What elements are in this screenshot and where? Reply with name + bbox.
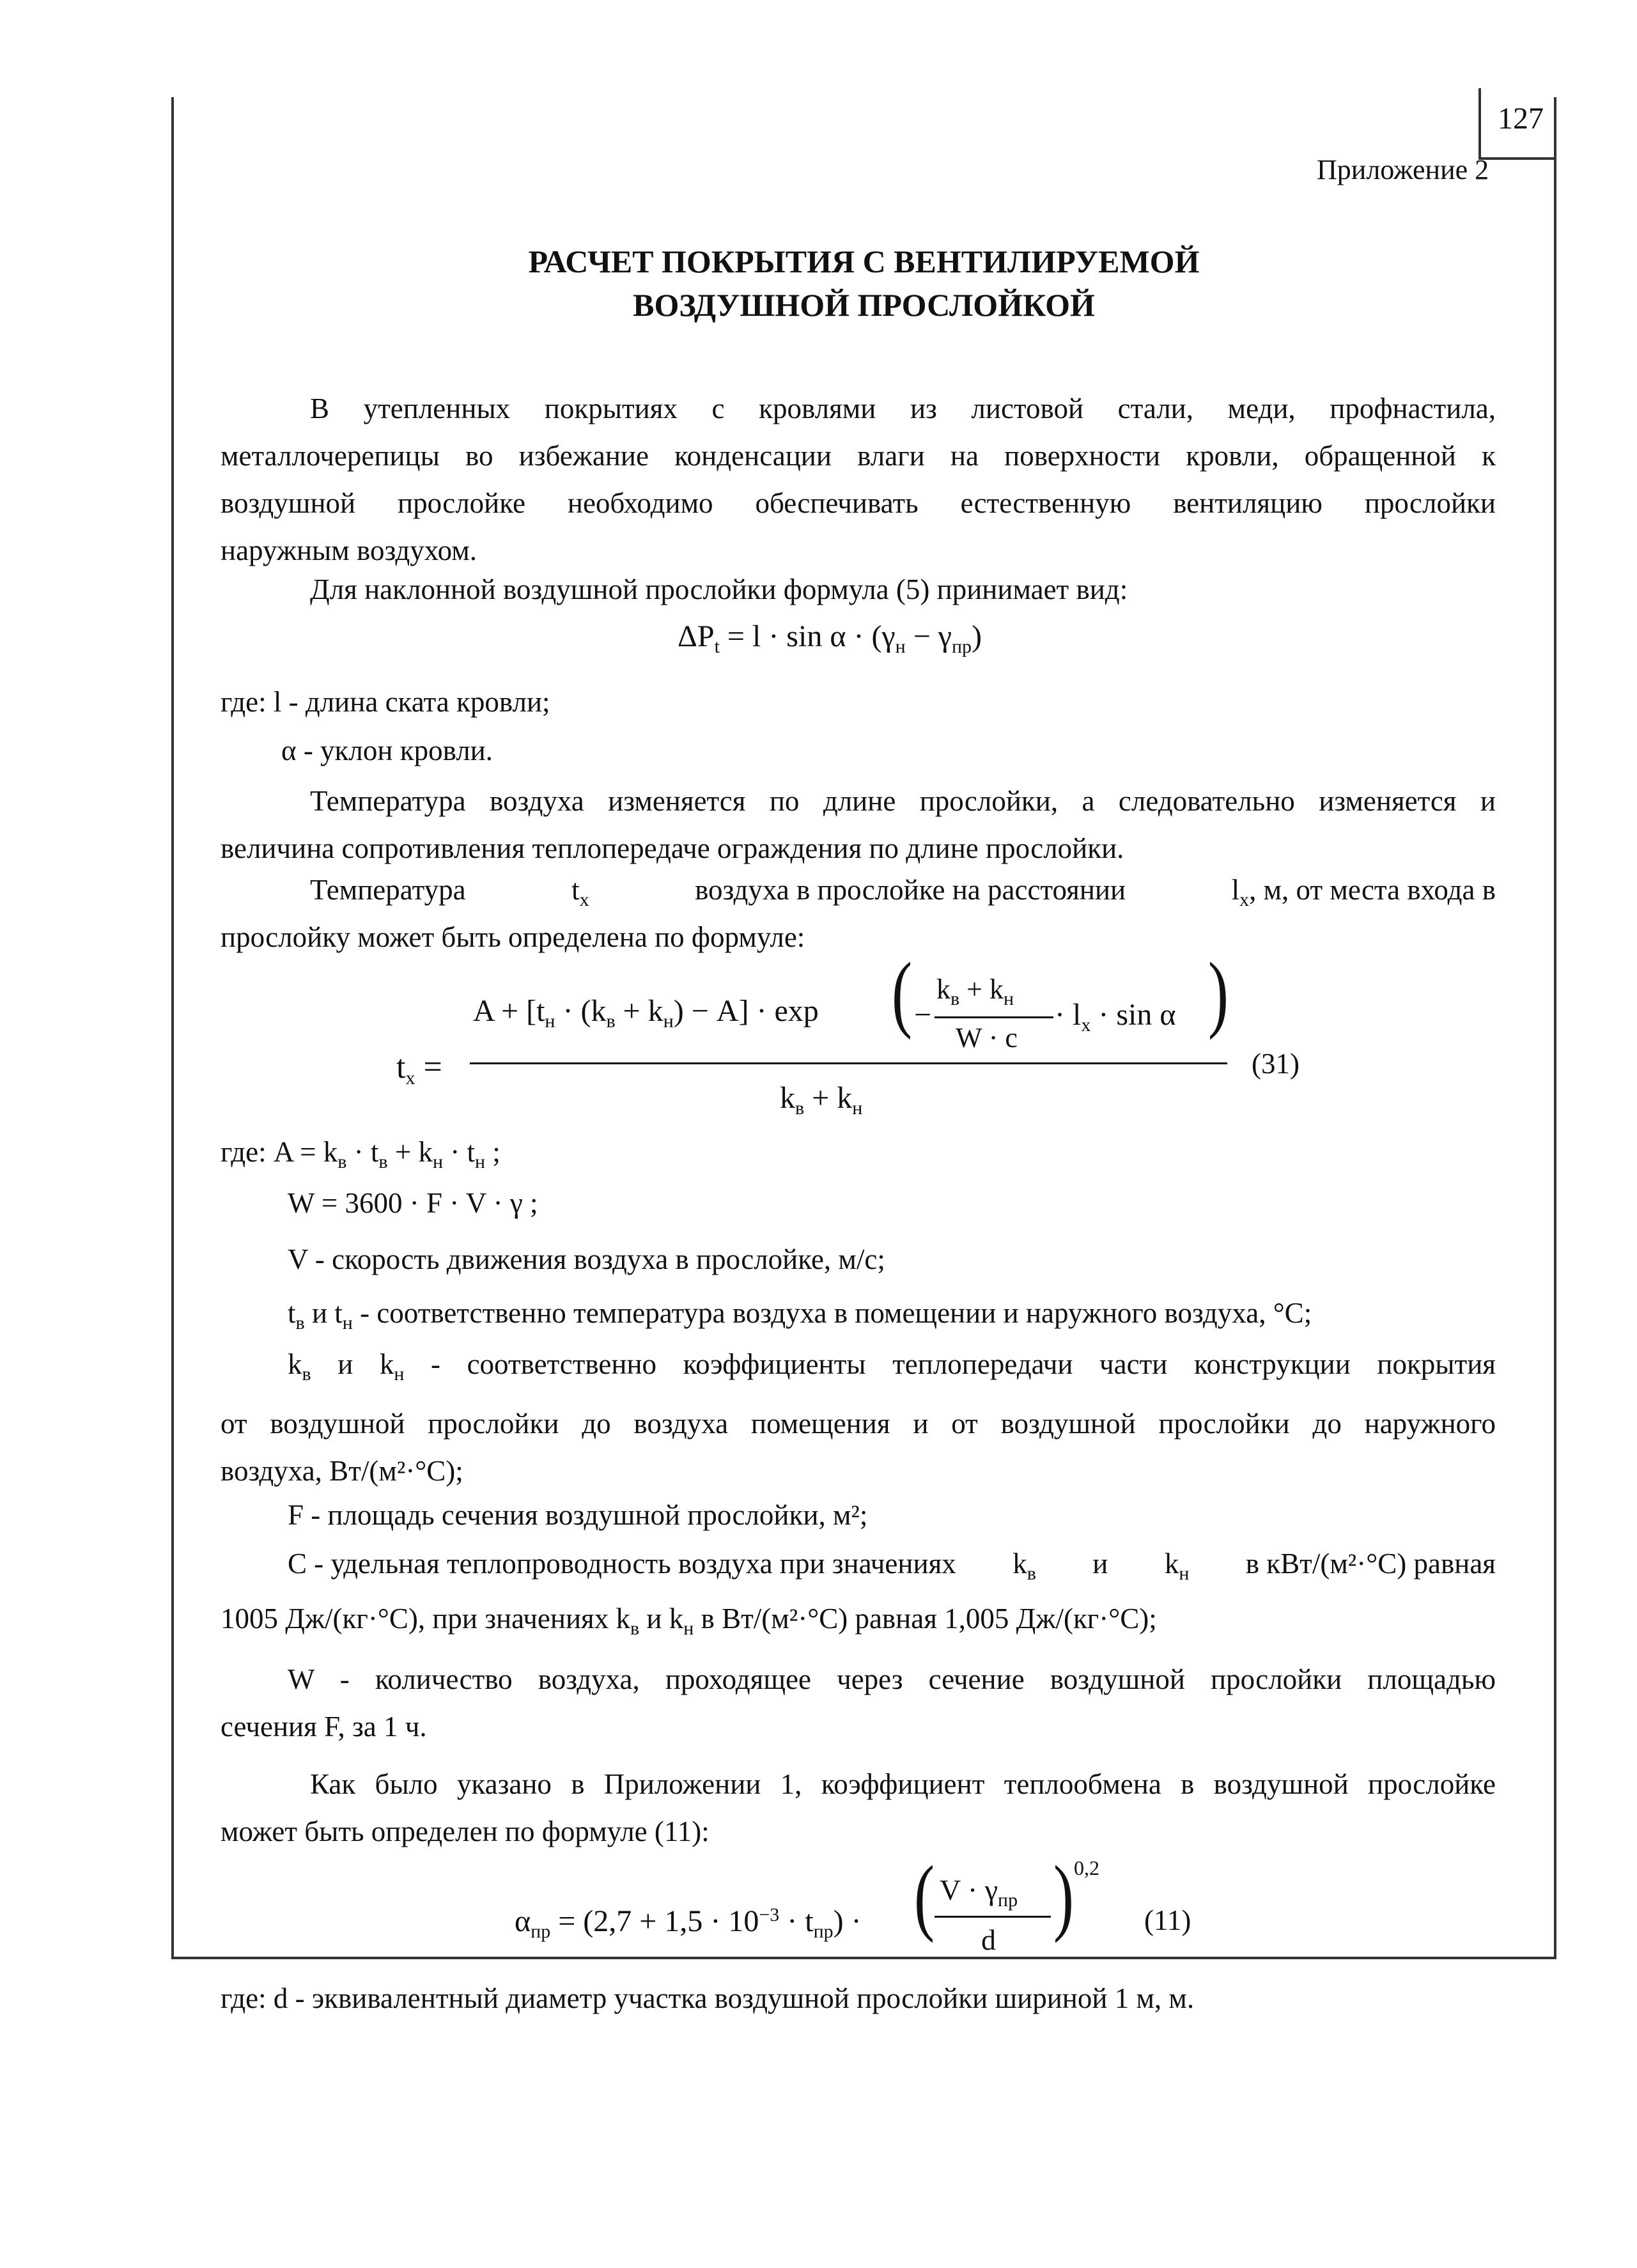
p5-line-2: может быть определен по формуле (11): <box>221 1815 710 1847</box>
p5-line-1: Как было указано в Приложении 1, коэффициент теплообмена в воздушной прослойке <box>310 1768 1496 1800</box>
page-number: 127 <box>1498 102 1544 136</box>
paragraph-2: Для наклонной воздушной прослойки формула (5) принимает вид: <box>310 573 1128 605</box>
formula-31-fraction-line <box>470 1062 1227 1064</box>
where-W-desc-line-2: сечения F, за 1 ч. <box>221 1711 427 1743</box>
formula-31-inner-numerator: $k_в + k_н$ <box>936 974 1014 1009</box>
where-k-line-2: от воздушной прослойки до воздуха помещения и от воздушной прослойки до наружного <box>221 1408 1496 1440</box>
p3-line-1: Температура воздуха изменяется по длине прослойки, а следовательно изменяется и <box>310 785 1496 817</box>
title-line-1: РАСЧЕТ ПОКРЫТИЯ С ВЕНТИЛИРУЕМОЙ <box>528 244 1200 279</box>
appendix-label: Приложение 2 <box>1317 154 1489 185</box>
paragraph-3 <box>221 777 1496 872</box>
formula-31-tail: · $l_x \cdot \sin \alpha$ <box>1055 998 1176 1036</box>
formula-31-lhs: $t_x$ = <box>396 1049 442 1089</box>
formula-31-denominator: $k_в + k_н$ <box>780 1081 863 1119</box>
minus-sign: − <box>914 998 932 1032</box>
formula-11-body: $\alpha_{пр} = (2,7 + 1,5 \cdot 10^{-3} \cdot t_{пр})$ · <box>515 1904 862 1942</box>
paren-left: ( <box>892 944 912 1041</box>
formula-11-fraction-line <box>935 1916 1051 1918</box>
formula-11-power: 0,2 <box>1074 1856 1099 1879</box>
where-k-line-3: воздуха, Вт/(м²·°С); <box>221 1455 463 1487</box>
paren-right: ) <box>1208 944 1229 1041</box>
formula-11-denominator: d <box>981 1923 996 1956</box>
where-C-line-1: С - удельная теплопроводность воздуха при значениях $k_в$ и $k_н$ в кВт/(м²·°С) равная <box>288 1548 1496 1584</box>
where-t: $t_в$ и $t_н$ - соответственно температура воздуха в помещении и наружного воздуха, °С; <box>288 1297 1312 1333</box>
where-W-desc <box>221 1656 1496 1750</box>
p3-line-2: величина сопротивления теплопередаче ограждения по длине прослойки. <box>221 832 1124 864</box>
where-F: F - площадь сечения воздушной прослойки, м²; <box>288 1499 868 1531</box>
p1-line-1: В утепленных покрытиях с кровлями из листовой стали, меди, профнастила, <box>310 392 1496 424</box>
p1-line-3: воздушной прослойке необходимо обеспечивать естественную вентиляцию прослойки <box>221 487 1496 519</box>
paragraph-5 <box>221 1760 1496 1855</box>
formula-11-numerator: $V \cdot \gamma_{пр}$ <box>940 1874 1018 1911</box>
formula-31-numerator: $A + [t_н \cdot (k_в + k_н) - A] \cdot \exp$ <box>473 994 819 1032</box>
where-alpha: α - уклон кровли. <box>281 734 493 766</box>
where-l: где: l - длина ската кровли; <box>221 686 550 718</box>
formula-5: $\Delta P_t = l \cdot \sin \alpha \cdot (\gamma_н - \gamma_{пр})$ <box>678 619 982 657</box>
p1-line-2: металлочерепицы во избежание конденсации влаги на поверхности кровли, обращенной к <box>221 440 1496 472</box>
paragraph-1 <box>221 385 1496 574</box>
formula-31-inner-fraction-line <box>935 1016 1053 1018</box>
where-W-desc-line-1: W - количество воздуха, проходящее через сечение воздушной прослойки площадью <box>288 1663 1496 1695</box>
paragraph-4-line-1: Температура $t_x$ воздуха в прослойке на расстоянии $l_x$, м, от места входа в <box>310 874 1496 910</box>
where-k-cont <box>221 1400 1496 1495</box>
formula-31-number: (31) <box>1252 1048 1300 1080</box>
where-W: W = 3600 · F · V · γ ; <box>288 1187 538 1219</box>
p1-line-4: наружным воздухом. <box>221 534 477 566</box>
where-k-line-1: $k_в$ и $k_н$ - соответственно коэффициенты теплопередачи части конструкции покрытия <box>288 1348 1496 1385</box>
paren-right-11: ) <box>1053 1847 1074 1944</box>
where-V: V - скорость движения воздуха в прослойке, м/с; <box>288 1243 885 1275</box>
title-line-2: ВОЗДУШНОЙ ПРОСЛОЙКОЙ <box>633 287 1095 323</box>
where-C-line-2: 1005 Дж/(кг·°С), при значениях $k_в$ и $k_н$ в Вт/(м²·°С) равная 1,005 Дж/(кг·°С); <box>221 1603 1157 1639</box>
where-A: где: $A = k_в \cdot t_в + k_н \cdot t_н$ ; <box>221 1136 500 1172</box>
formula-31-inner-denominator: W · c <box>956 1022 1018 1053</box>
paren-left-11: ( <box>914 1847 935 1944</box>
final-where-d: где: d - эквивалентный диаметр участка воздушной прослойки шириной 1 м, м. <box>221 1982 1195 2014</box>
paragraph-4-line-2: прослойку может быть определена по формуле: <box>221 921 805 953</box>
formula-11-number: (11) <box>1144 1904 1191 1936</box>
